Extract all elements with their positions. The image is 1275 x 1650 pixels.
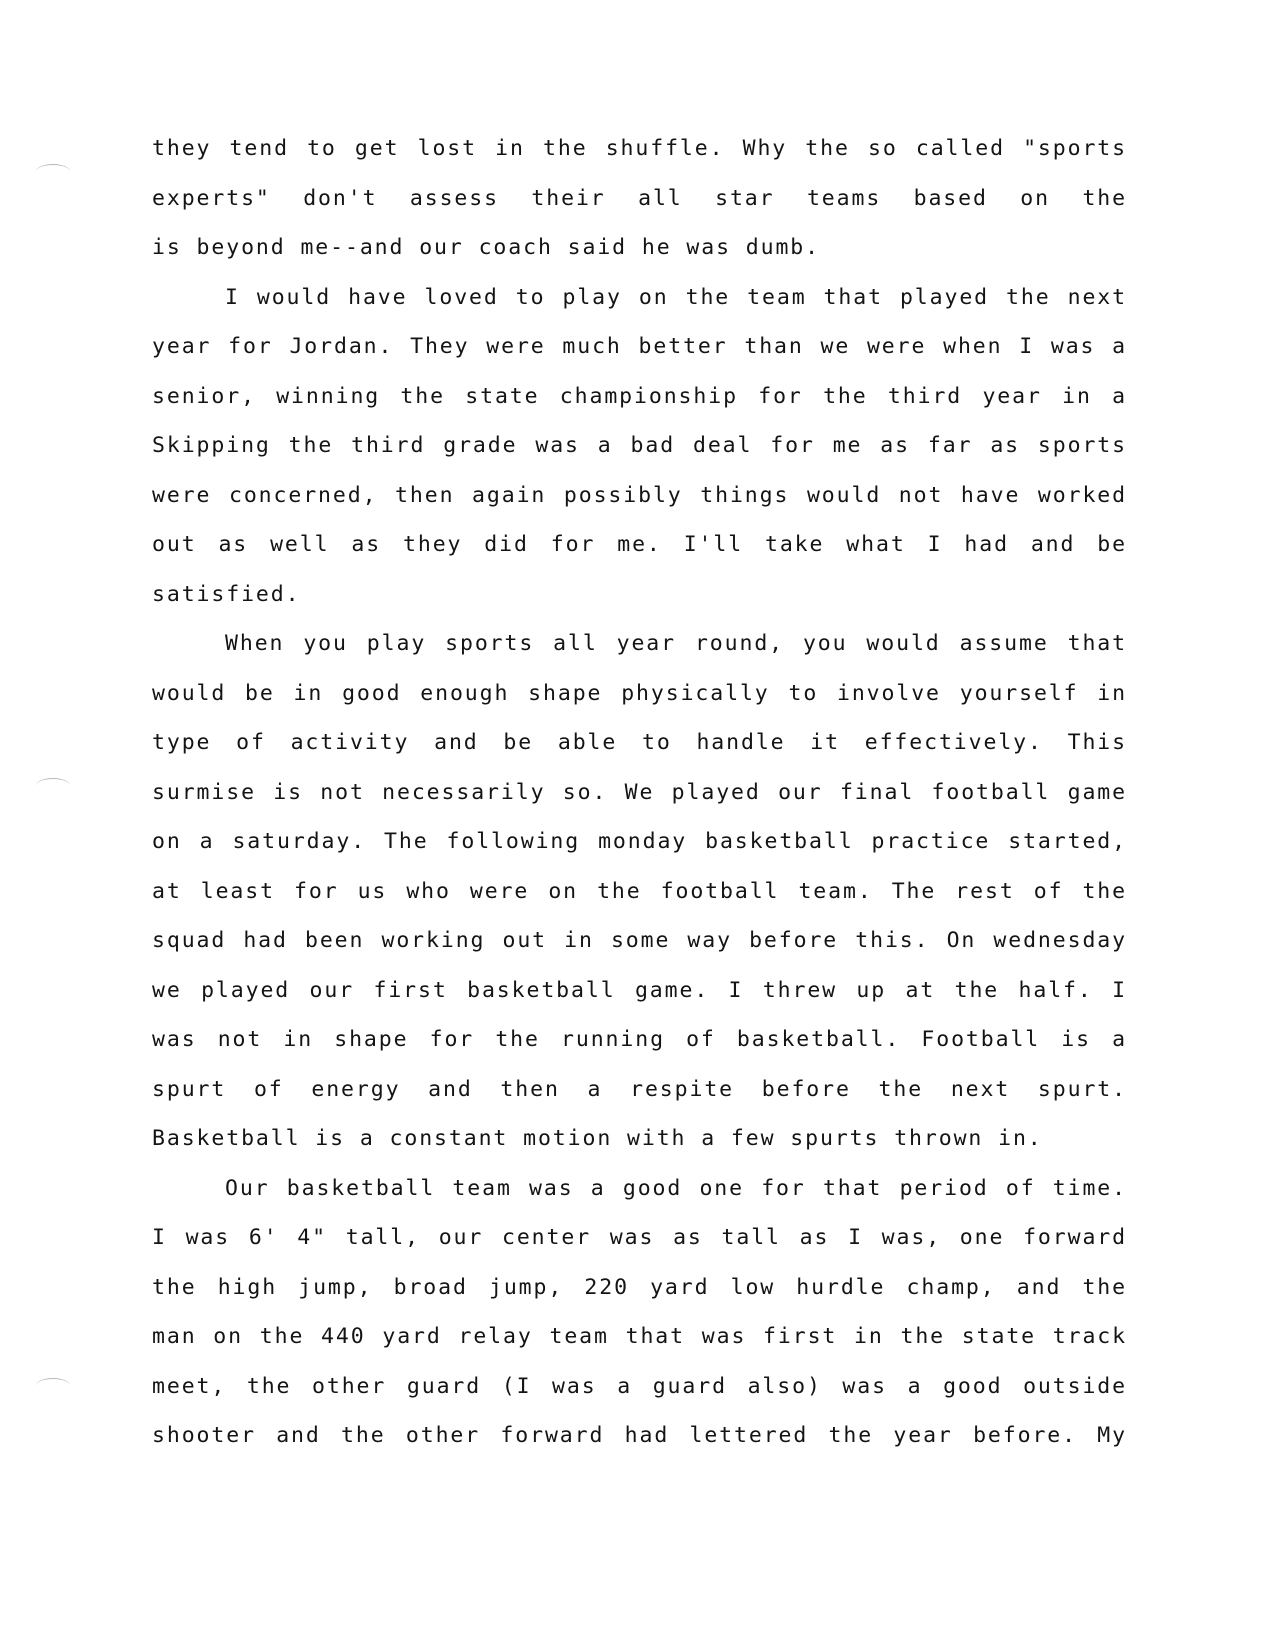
text-line: is beyond me--and our coach said he was dumb. [152,235,820,260]
text-line: we played our first basketball game. I threw up at the half. I [152,977,1127,1003]
text-line: senior, winning the state championship for the third year in a [152,383,1127,409]
text-line: at least for us who were on the football team. The rest of the [152,878,1127,904]
text-line: were concerned, then again possibly things would not have worked [152,482,1127,508]
text-line: man on the 440 yard relay team that was first in the state track [152,1324,1127,1349]
punch-hole-mark-top [36,164,70,179]
paragraph-first-line: Our basketball team was a good one for that period of time. [225,1175,1127,1201]
text-line: on a saturday. The following monday basketball practice started, [152,829,1127,854]
text-line: would be in good enough shape physically to involve yourself in [152,680,1127,706]
paragraph-first-line: I would have loved to play on the team that played the next [225,284,1127,310]
text-line: type of activity and be able to handle it effectively. This [152,730,1127,755]
paragraph-first-line: When you play sports all year round, you would assume that [225,631,1127,656]
text-line: squad had been working out in some way before this. On wednesday [152,928,1127,953]
text-line: was not in shape for the running of basketball. Football is a [152,1027,1127,1052]
text-line: I was 6' 4" tall, our center was as tall as I was, one forward [152,1225,1127,1250]
body-text [152,124,1127,1461]
text-line: Basketball is a constant motion with a few spurts thrown in. [152,1126,1043,1151]
punch-hole-mark-middle [36,778,70,793]
punch-hole-mark-bottom [36,1378,70,1393]
text-line: the high jump, broad jump, 220 yard low hurdle champ, and the [152,1274,1127,1300]
text-line: experts" don't assess their all star teams based on the [152,185,1127,211]
text-line: shooter and the other forward had lettered the year before. My [152,1423,1127,1448]
text-line: spurt of energy and then a respite before the next spurt. [152,1076,1127,1102]
text-line: surmise is not necessarily so. We played our final football game [152,779,1127,805]
text-line: Skipping the third grade was a bad deal for me as far as sports [152,433,1127,458]
text-line: they tend to get lost in the shuffle. Why the so called "sports [152,136,1127,161]
text-line: out as well as they did for me. I'll take what I had and be [152,532,1127,557]
text-line: meet, the other guard (I was a guard also) was a good outside [152,1373,1127,1399]
text-line: satisfied. [152,581,301,607]
text-line: year for Jordan. They were much better than we were when I was a [152,334,1127,359]
